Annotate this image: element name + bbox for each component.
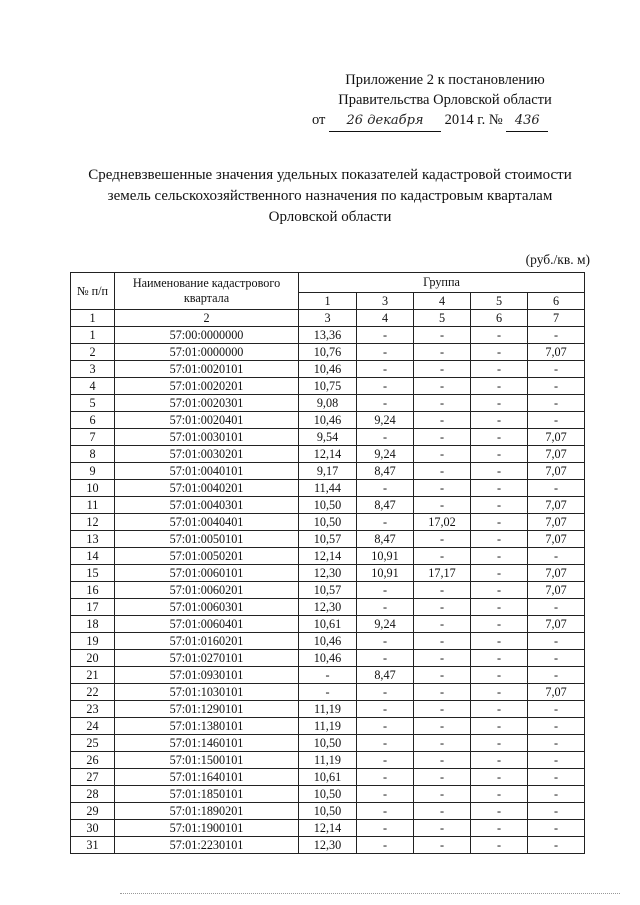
group-4-value-cell: -: [414, 582, 471, 599]
group-5-value-cell: -: [471, 395, 528, 412]
row-number-cell: 13: [71, 531, 115, 548]
index-cell: 4: [357, 310, 414, 327]
table-row: [71, 735, 585, 752]
group-1-value-cell: 10,50: [299, 803, 357, 820]
header-group-3: 3: [357, 293, 414, 310]
appendix-line-3: [300, 110, 590, 132]
group-1-value-cell: 10,50: [299, 786, 357, 803]
group-6-value-cell: -: [528, 480, 585, 497]
group-4-value-cell: -: [414, 548, 471, 565]
group-1-value-cell: 12,30: [299, 565, 357, 582]
group-3-value-cell: -: [357, 429, 414, 446]
group-4-value-cell: -: [414, 344, 471, 361]
group-5-value-cell: -: [471, 378, 528, 395]
group-5-value-cell: -: [471, 429, 528, 446]
group-1-value-cell: 10,46: [299, 650, 357, 667]
cadastral-quarter-cell: 57:01:0040101: [115, 463, 299, 480]
group-6-value-cell: 7,07: [528, 446, 585, 463]
row-number-cell: 4: [71, 378, 115, 395]
group-3-value-cell: -: [357, 820, 414, 837]
group-3-value-cell: 8,47: [357, 531, 414, 548]
group-5-value-cell: -: [471, 582, 528, 599]
header-group-1: 1: [299, 293, 357, 310]
group-3-value-cell: -: [357, 786, 414, 803]
group-6-value-cell: 7,07: [528, 531, 585, 548]
group-1-value-cell: 9,54: [299, 429, 357, 446]
group-4-value-cell: -: [414, 599, 471, 616]
handwritten-date: 26 декабря: [329, 111, 441, 132]
header-group-5: 5: [471, 293, 528, 310]
group-6-value-cell: -: [528, 803, 585, 820]
group-5-value-cell: -: [471, 650, 528, 667]
group-5-value-cell: -: [471, 752, 528, 769]
group-3-value-cell: -: [357, 718, 414, 735]
row-number-cell: 9: [71, 463, 115, 480]
group-3-value-cell: -: [357, 395, 414, 412]
group-5-value-cell: -: [471, 599, 528, 616]
group-3-value-cell: 9,24: [357, 412, 414, 429]
group-1-value-cell: 12,14: [299, 820, 357, 837]
row-number-cell: 10: [71, 480, 115, 497]
table-row: [71, 565, 585, 582]
table-row: [71, 514, 585, 531]
group-6-value-cell: -: [528, 327, 585, 344]
group-6-value-cell: 7,07: [528, 565, 585, 582]
group-5-value-cell: -: [471, 446, 528, 463]
group-5-value-cell: -: [471, 497, 528, 514]
group-1-value-cell: 10,50: [299, 514, 357, 531]
cadastral-quarter-cell: 57:01:0040301: [115, 497, 299, 514]
group-4-value-cell: -: [414, 701, 471, 718]
group-5-value-cell: -: [471, 412, 528, 429]
row-number-cell: 6: [71, 412, 115, 429]
group-6-value-cell: -: [528, 837, 585, 854]
group-5-value-cell: -: [471, 616, 528, 633]
group-6-value-cell: -: [528, 786, 585, 803]
header-group-6: 6: [528, 293, 585, 310]
row-number-cell: 31: [71, 837, 115, 854]
group-4-value-cell: -: [414, 803, 471, 820]
group-1-value-cell: 11,44: [299, 480, 357, 497]
group-3-value-cell: -: [357, 582, 414, 599]
group-3-value-cell: -: [357, 769, 414, 786]
group-4-value-cell: -: [414, 820, 471, 837]
group-3-value-cell: -: [357, 344, 414, 361]
group-5-value-cell: -: [471, 837, 528, 854]
group-5-value-cell: -: [471, 531, 528, 548]
row-number-cell: 27: [71, 769, 115, 786]
cadastral-quarter-cell: 57:01:0060201: [115, 582, 299, 599]
table-row: [71, 480, 585, 497]
header-group-4: 4: [414, 293, 471, 310]
group-4-value-cell: 17,17: [414, 565, 471, 582]
group-1-value-cell: 9,17: [299, 463, 357, 480]
cadastral-quarter-cell: 57:01:1290101: [115, 701, 299, 718]
cadastral-quarter-cell: 57:01:1030101: [115, 684, 299, 701]
group-1-value-cell: 10,57: [299, 531, 357, 548]
index-cell: 1: [71, 310, 115, 327]
index-cell: 7: [528, 310, 585, 327]
group-5-value-cell: -: [471, 769, 528, 786]
group-6-value-cell: 7,07: [528, 429, 585, 446]
group-1-value-cell: 12,30: [299, 837, 357, 854]
row-number-cell: 24: [71, 718, 115, 735]
group-3-value-cell: -: [357, 752, 414, 769]
group-6-value-cell: 7,07: [528, 463, 585, 480]
title-line-1: Средневзвешенные значения удельных показателей кадастровой стоимости: [88, 167, 572, 183]
cadastral-quarter-cell: 57:01:0060401: [115, 616, 299, 633]
group-4-value-cell: -: [414, 633, 471, 650]
group-4-value-cell: -: [414, 378, 471, 395]
group-6-value-cell: 7,07: [528, 582, 585, 599]
row-number-cell: 22: [71, 684, 115, 701]
table-row: [71, 412, 585, 429]
group-3-value-cell: -: [357, 735, 414, 752]
cadastral-quarter-cell: 57:01:0040401: [115, 514, 299, 531]
cadastral-quarter-cell: 57:01:0270101: [115, 650, 299, 667]
table-row: [71, 599, 585, 616]
header-group: Группа: [299, 273, 585, 293]
group-3-value-cell: 10,91: [357, 548, 414, 565]
group-6-value-cell: 7,07: [528, 684, 585, 701]
index-cell: 3: [299, 310, 357, 327]
cadastral-quarter-cell: 57:01:0020301: [115, 395, 299, 412]
row-number-cell: 15: [71, 565, 115, 582]
group-5-value-cell: -: [471, 667, 528, 684]
cadastral-quarter-cell: 57:01:1850101: [115, 786, 299, 803]
group-6-value-cell: -: [528, 599, 585, 616]
units-label: (руб./кв. м): [525, 252, 590, 267]
table-row: [71, 718, 585, 735]
row-number-cell: 5: [71, 395, 115, 412]
group-3-value-cell: 8,47: [357, 667, 414, 684]
row-number-cell: 14: [71, 548, 115, 565]
row-number-cell: 19: [71, 633, 115, 650]
group-5-value-cell: -: [471, 684, 528, 701]
group-4-value-cell: 17,02: [414, 514, 471, 531]
group-1-value-cell: 11,19: [299, 752, 357, 769]
row-number-cell: 7: [71, 429, 115, 446]
group-4-value-cell: -: [414, 786, 471, 803]
row-number-cell: 23: [71, 701, 115, 718]
cadastral-quarter-cell: 57:01:0020401: [115, 412, 299, 429]
table-row: [71, 429, 585, 446]
cadastral-quarter-cell: 57:01:0930101: [115, 667, 299, 684]
group-5-value-cell: -: [471, 803, 528, 820]
table-row: [71, 786, 585, 803]
table-row: [71, 582, 585, 599]
group-3-value-cell: -: [357, 480, 414, 497]
row-number-cell: 1: [71, 327, 115, 344]
group-3-value-cell: 8,47: [357, 463, 414, 480]
group-5-value-cell: -: [471, 633, 528, 650]
group-1-value-cell: 11,19: [299, 701, 357, 718]
row-number-cell: 29: [71, 803, 115, 820]
cadastral-quarter-cell: 57:01:1900101: [115, 820, 299, 837]
row-number-cell: 21: [71, 667, 115, 684]
column-index-row: [71, 310, 585, 327]
group-3-value-cell: -: [357, 684, 414, 701]
group-6-value-cell: -: [528, 718, 585, 735]
table-row: [71, 497, 585, 514]
table-row: [71, 378, 585, 395]
group-4-value-cell: -: [414, 361, 471, 378]
group-6-value-cell: -: [528, 735, 585, 752]
group-6-value-cell: -: [528, 820, 585, 837]
group-4-value-cell: -: [414, 429, 471, 446]
group-4-value-cell: -: [414, 718, 471, 735]
group-4-value-cell: -: [414, 480, 471, 497]
group-1-value-cell: 12,30: [299, 599, 357, 616]
table-row: [71, 361, 585, 378]
group-6-value-cell: -: [528, 548, 585, 565]
group-4-value-cell: -: [414, 769, 471, 786]
group-1-value-cell: 11,19: [299, 718, 357, 735]
row-number-cell: 26: [71, 752, 115, 769]
group-3-value-cell: 9,24: [357, 446, 414, 463]
document-title: [60, 165, 600, 228]
group-6-value-cell: -: [528, 650, 585, 667]
cadastral-quarter-cell: 57:01:0060101: [115, 565, 299, 582]
group-3-value-cell: -: [357, 378, 414, 395]
cadastral-quarter-cell: 57:01:0020101: [115, 361, 299, 378]
group-3-value-cell: 10,91: [357, 565, 414, 582]
group-3-value-cell: -: [357, 650, 414, 667]
group-1-value-cell: 9,08: [299, 395, 357, 412]
table-row: [71, 344, 585, 361]
table-row: [71, 752, 585, 769]
group-4-value-cell: -: [414, 752, 471, 769]
group-4-value-cell: -: [414, 650, 471, 667]
group-3-value-cell: 9,24: [357, 616, 414, 633]
cadastral-quarter-cell: 57:01:0050201: [115, 548, 299, 565]
group-1-value-cell: 10,76: [299, 344, 357, 361]
table-body: [71, 310, 585, 854]
group-1-value-cell: 10,50: [299, 497, 357, 514]
title-line-3: Орловской области: [268, 209, 392, 225]
group-3-value-cell: -: [357, 701, 414, 718]
group-5-value-cell: -: [471, 718, 528, 735]
group-3-value-cell: -: [357, 514, 414, 531]
group-1-value-cell: 10,61: [299, 616, 357, 633]
group-6-value-cell: -: [528, 769, 585, 786]
table-row: [71, 667, 585, 684]
row-number-cell: 20: [71, 650, 115, 667]
group-4-value-cell: -: [414, 735, 471, 752]
group-5-value-cell: -: [471, 463, 528, 480]
group-1-value-cell: -: [299, 684, 357, 701]
group-5-value-cell: -: [471, 565, 528, 582]
table-row: [71, 548, 585, 565]
cadastral-quarter-cell: 57:01:1500101: [115, 752, 299, 769]
row-number-cell: 11: [71, 497, 115, 514]
cadastral-quarter-cell: 57:00:0000000: [115, 327, 299, 344]
group-1-value-cell: 10,50: [299, 735, 357, 752]
row-number-cell: 2: [71, 344, 115, 361]
cadastral-quarter-cell: 57:01:0160201: [115, 633, 299, 650]
table-row: [71, 803, 585, 820]
header-cadastral-name: Наименование кадастрового квартала: [115, 273, 299, 310]
row-number-cell: 30: [71, 820, 115, 837]
group-5-value-cell: -: [471, 735, 528, 752]
group-4-value-cell: -: [414, 446, 471, 463]
table-row: [71, 684, 585, 701]
group-3-value-cell: -: [357, 837, 414, 854]
group-3-value-cell: -: [357, 599, 414, 616]
appendix-header: [300, 70, 590, 132]
row-number-cell: 3: [71, 361, 115, 378]
group-4-value-cell: -: [414, 667, 471, 684]
group-5-value-cell: -: [471, 361, 528, 378]
row-number-cell: 17: [71, 599, 115, 616]
table-row: [71, 820, 585, 837]
group-1-value-cell: 12,14: [299, 446, 357, 463]
group-6-value-cell: -: [528, 633, 585, 650]
group-4-value-cell: -: [414, 837, 471, 854]
table-row: [71, 463, 585, 480]
group-4-value-cell: -: [414, 684, 471, 701]
title-line-2: земель сельскохозяйственного назначения по кадастровым кварталам: [107, 188, 553, 204]
row-number-cell: 16: [71, 582, 115, 599]
group-1-value-cell: -: [299, 667, 357, 684]
cadastral-quarter-cell: 57:01:1460101: [115, 735, 299, 752]
group-1-value-cell: 13,36: [299, 327, 357, 344]
cadastral-quarter-cell: 57:01:0040201: [115, 480, 299, 497]
cadastral-quarter-cell: 57:01:1890201: [115, 803, 299, 820]
group-1-value-cell: 10,46: [299, 361, 357, 378]
row-number-cell: 12: [71, 514, 115, 531]
group-4-value-cell: -: [414, 497, 471, 514]
header-row-1: [71, 273, 585, 293]
index-cell: 5: [414, 310, 471, 327]
group-5-value-cell: -: [471, 548, 528, 565]
table-row: [71, 769, 585, 786]
group-5-value-cell: -: [471, 344, 528, 361]
index-cell: 6: [471, 310, 528, 327]
header-num: № п/п: [71, 273, 115, 310]
appendix-line-1: Приложение 2 к постановлению: [345, 72, 545, 88]
cadastral-quarter-cell: 57:01:1380101: [115, 718, 299, 735]
group-6-value-cell: -: [528, 752, 585, 769]
from-label: от: [312, 112, 326, 128]
cadastral-values-table: [70, 272, 585, 854]
group-6-value-cell: -: [528, 378, 585, 395]
group-6-value-cell: -: [528, 361, 585, 378]
cadastral-quarter-cell: 57:01:0030101: [115, 429, 299, 446]
year-label: 2014 г. №: [444, 112, 503, 128]
group-6-value-cell: 7,07: [528, 344, 585, 361]
group-1-value-cell: 10,57: [299, 582, 357, 599]
group-3-value-cell: -: [357, 633, 414, 650]
group-1-value-cell: 12,14: [299, 548, 357, 565]
group-6-value-cell: 7,07: [528, 616, 585, 633]
group-4-value-cell: -: [414, 531, 471, 548]
group-6-value-cell: 7,07: [528, 497, 585, 514]
group-6-value-cell: 7,07: [528, 514, 585, 531]
group-5-value-cell: -: [471, 514, 528, 531]
group-3-value-cell: 8,47: [357, 497, 414, 514]
group-5-value-cell: -: [471, 327, 528, 344]
cadastral-quarter-cell: 57:01:2230101: [115, 837, 299, 854]
group-4-value-cell: -: [414, 463, 471, 480]
group-3-value-cell: -: [357, 803, 414, 820]
table-row: [71, 616, 585, 633]
group-6-value-cell: -: [528, 395, 585, 412]
group-5-value-cell: -: [471, 701, 528, 718]
table-row: [71, 650, 585, 667]
row-number-cell: 25: [71, 735, 115, 752]
group-6-value-cell: -: [528, 667, 585, 684]
table-row: [71, 531, 585, 548]
group-1-value-cell: 10,46: [299, 633, 357, 650]
cadastral-quarter-cell: 57:01:0030201: [115, 446, 299, 463]
cadastral-quarter-cell: 57:01:0060301: [115, 599, 299, 616]
handwritten-number: 436: [506, 111, 548, 132]
group-1-value-cell: 10,61: [299, 769, 357, 786]
group-5-value-cell: -: [471, 480, 528, 497]
cadastral-quarter-cell: 57:01:0020201: [115, 378, 299, 395]
group-6-value-cell: -: [528, 701, 585, 718]
index-cell: 2: [115, 310, 299, 327]
cadastral-quarter-cell: 57:01:1640101: [115, 769, 299, 786]
group-4-value-cell: -: [414, 395, 471, 412]
row-number-cell: 8: [71, 446, 115, 463]
footer-divider: [120, 893, 620, 894]
group-5-value-cell: -: [471, 820, 528, 837]
table-row: [71, 701, 585, 718]
group-4-value-cell: -: [414, 327, 471, 344]
group-4-value-cell: -: [414, 616, 471, 633]
table-row: [71, 446, 585, 463]
group-5-value-cell: -: [471, 786, 528, 803]
row-number-cell: 18: [71, 616, 115, 633]
table-row: [71, 395, 585, 412]
cadastral-quarter-cell: 57:01:0000000: [115, 344, 299, 361]
group-6-value-cell: -: [528, 412, 585, 429]
group-3-value-cell: -: [357, 327, 414, 344]
table-row: [71, 327, 585, 344]
table-row: [71, 837, 585, 854]
group-1-value-cell: 10,46: [299, 412, 357, 429]
table-row: [71, 633, 585, 650]
row-number-cell: 28: [71, 786, 115, 803]
group-4-value-cell: -: [414, 412, 471, 429]
group-1-value-cell: 10,75: [299, 378, 357, 395]
group-3-value-cell: -: [357, 361, 414, 378]
cadastral-quarter-cell: 57:01:0050101: [115, 531, 299, 548]
appendix-line-2: Правительства Орловской области: [338, 92, 552, 108]
